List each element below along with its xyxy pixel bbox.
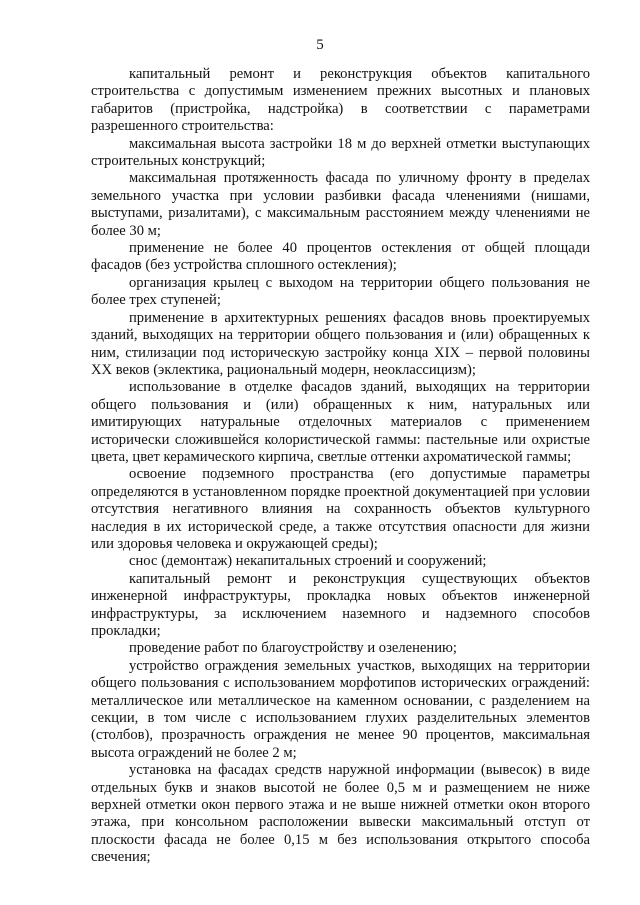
paragraph-glazing: применение не более 40 процентов остекления от общей площади фасадов (без устройства сплошного остекления);	[91, 240, 590, 274]
document-body	[91, 66, 590, 867]
paragraph-fencing: устройство ограждения земельных участков, выходящих на территории общего пользования с использованием морфотипов исторических ограждений: металлическое или металлическое на каменном основании, с разделением на секции, в том числе с использованием глухих разделительных элементов (столбов), прозрачность ограждения не менее 90 процентов, максимальная высота ограждений не более 2 м;	[91, 657, 590, 761]
paragraph-signage: установка на фасадах средств наружной информации (вывесок) в виде отдельных букв и знаков высотой не более 0,5 м и размещением не ниже верхней отметки окон первого этажа и не выше нижней отметки окон второго этажа, при консольном расположении вывески максимальный отступ от плоскости фасада не более 0,15 м без использования открытого способа свечения;	[91, 762, 590, 866]
paragraph-max-height: максимальная высота застройки 18 м до верхней отметки выступающих строительных конструкций;	[91, 135, 590, 170]
paragraph-capital-repair: капитальный ремонт и реконструкция объектов капитального строительства с допустимым изменением прежних высотных и плановых габаритов (пристройка, надстройка) в соответствии с параметрами разрешенного строительства:	[91, 66, 590, 135]
paragraph-infrastructure: капитальный ремонт и реконструкция существующих объектов инженерной инфраструктуры, прокладка новых объектов инженерной инфраструктуры, за исключением наземного и надземного способов прокладки;	[91, 570, 590, 639]
paragraph-facade-length: максимальная протяженность фасада по уличному фронту в пределах земельного участка при условии разбивки фасада членениями (нишами, выступами, ризалитами), с максимальным расстоянием между членениями не более 30 м;	[91, 170, 590, 239]
paragraph-porches: организация крылец с выходом на территории общего пользования не более трех ступеней;	[91, 274, 590, 309]
page-number: 5	[316, 37, 324, 53]
paragraph-demolition: снос (демонтаж) некапитальных строений и сооружений;	[129, 553, 487, 570]
paragraph-facade-materials: использование в отделке фасадов зданий, выходящих на территории общего пользования и (или) обращенных к ним, натуральных или имитирующих натуральные отделочных материалов с применением исторически сложившейся колористической гаммы: пастельные или охристые цвета, цвет керамического кирпича, светлые оттенки ахроматической гаммы;	[91, 379, 590, 465]
paragraph-landscaping: проведение работ по благоустройству и озеленению;	[129, 640, 457, 657]
paragraph-architectural-style: применение в архитектурных решениях фасадов вновь проектируемых зданий, выходящих на территории общего пользования и (или) обращенных к ним, стилизации под историческую застройку конца XIX – первой половины XX веков (эклектика, рациональный модерн, неоклассицизм);	[91, 309, 590, 378]
paragraph-underground-space: освоение подземного пространства (его допустимые параметры определяются в установленном порядке проектной документацией при условии отсутствия негативного влияния на сохранность объектов культурного наследия в их исторической среде, а также отсутствия опасности для жизни или здоровья человека и окружающей среды);	[91, 466, 590, 552]
